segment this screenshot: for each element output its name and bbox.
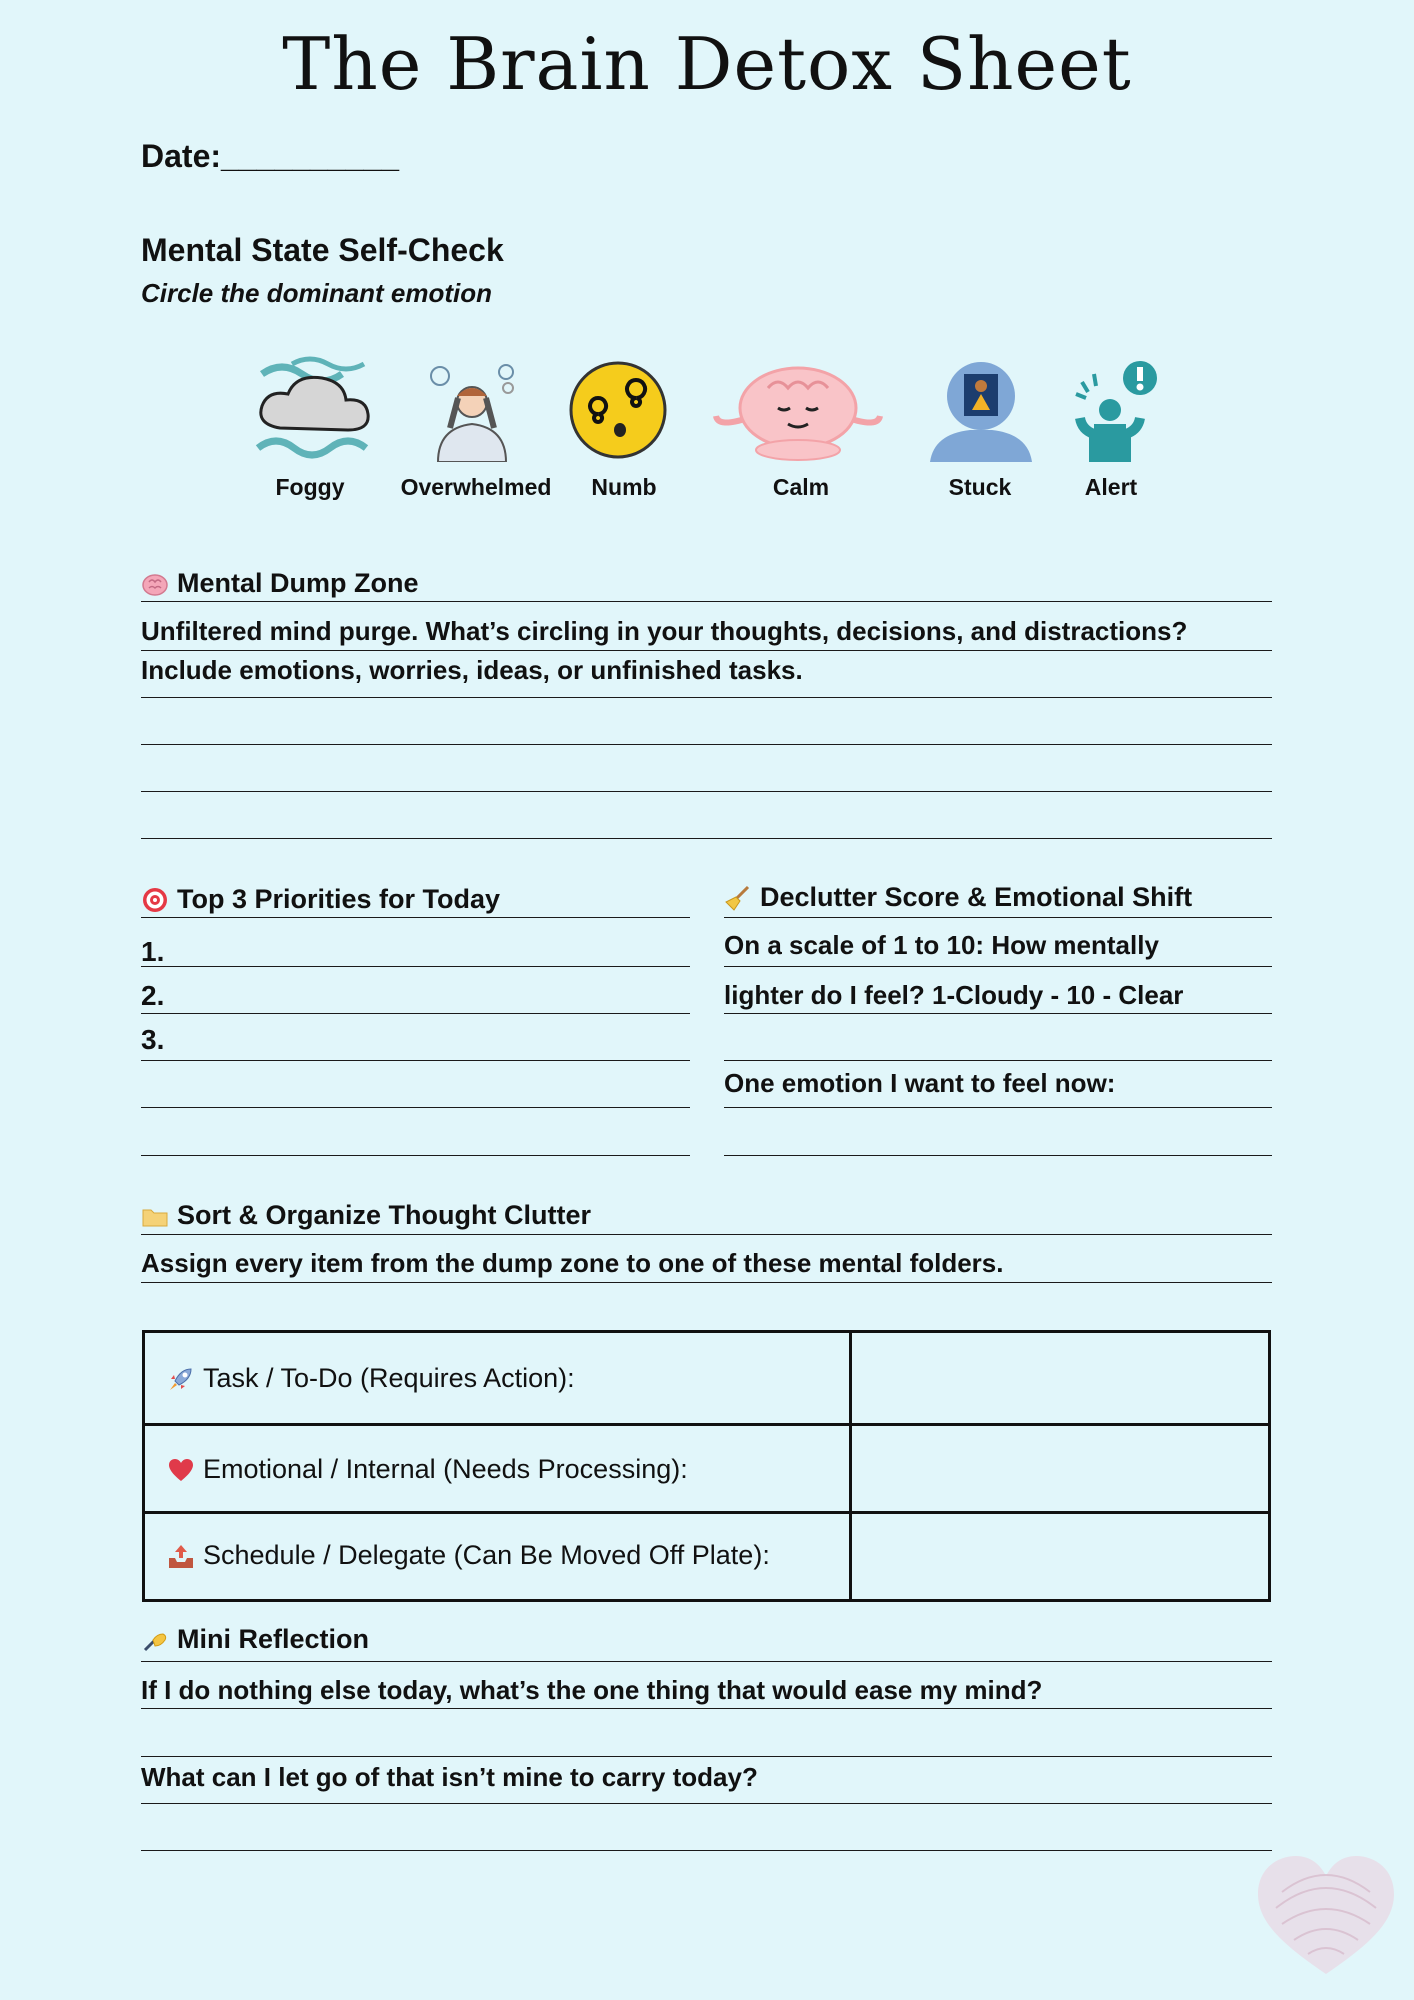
trapped-head-icon bbox=[928, 360, 1034, 462]
brain-icon bbox=[141, 570, 169, 598]
table-row bbox=[145, 1333, 1268, 1426]
priority-1-label: 1. bbox=[141, 936, 165, 967]
writing-line[interactable] bbox=[141, 1803, 1272, 1804]
date-field[interactable]: Date:__________ bbox=[141, 138, 399, 174]
writing-line[interactable] bbox=[141, 744, 1272, 745]
writing-line[interactable] bbox=[141, 1756, 1272, 1757]
writing-line[interactable] bbox=[141, 1708, 1272, 1709]
sort-heading bbox=[141, 1200, 591, 1231]
divider bbox=[724, 917, 1272, 918]
writing-hand-icon bbox=[141, 1626, 169, 1654]
dump-zone-prompt-1: Unfiltered mind purge. What’s circling in your thoughts, decisions, and distractions? bbox=[141, 616, 1188, 646]
heart-icon bbox=[167, 1456, 195, 1484]
priority-2-line[interactable] bbox=[141, 1013, 690, 1014]
schedule-row-label: Schedule / Delegate (Can Be Moved Off Plate): bbox=[203, 1540, 770, 1570]
writing-line bbox=[141, 1282, 1272, 1283]
divider bbox=[141, 1661, 1272, 1662]
reflection-question-1: If I do nothing else today, what’s the one thing that would ease my mind? bbox=[141, 1675, 1043, 1705]
self-check-heading: Mental State Self-Check bbox=[141, 232, 504, 268]
priority-1-line[interactable] bbox=[141, 966, 690, 967]
writing-line[interactable] bbox=[141, 1850, 1272, 1851]
cloud-icon bbox=[252, 356, 376, 462]
emotional-row-label: Emotional / Internal (Needs Processing): bbox=[203, 1454, 688, 1484]
broom-icon bbox=[724, 884, 752, 912]
priority-3-label: 3. bbox=[141, 1024, 165, 1055]
page-title: The Brain Detox Sheet bbox=[282, 22, 1132, 106]
divider bbox=[141, 601, 1272, 602]
alert-person-icon bbox=[1074, 360, 1160, 462]
priority-2-label: 2. bbox=[141, 980, 165, 1011]
self-check-instruction: Circle the dominant emotion bbox=[141, 278, 493, 308]
writing-line[interactable] bbox=[724, 1107, 1272, 1108]
mood-label: Foggy bbox=[275, 474, 345, 500]
reflection-heading bbox=[141, 1624, 369, 1655]
divider bbox=[141, 917, 690, 918]
writing-line[interactable] bbox=[724, 1013, 1272, 1014]
reflection-title: Mini Reflection bbox=[177, 1624, 370, 1654]
table-row bbox=[145, 1514, 1268, 1599]
divider bbox=[141, 1234, 1272, 1235]
priorities-title: Top 3 Priorities for Today bbox=[177, 884, 501, 914]
writing-line[interactable] bbox=[141, 697, 1272, 698]
outbox-tray-icon bbox=[167, 1542, 195, 1570]
fingerprint-heart-icon bbox=[1252, 1852, 1400, 1980]
task-entry-cell[interactable] bbox=[852, 1333, 1268, 1423]
dump-zone-title: Mental Dump Zone bbox=[177, 568, 419, 598]
target-icon bbox=[141, 886, 169, 914]
row-label bbox=[167, 1454, 688, 1485]
declutter-prompt-1: On a scale of 1 to 10: How mentally bbox=[724, 930, 1159, 960]
emotion-line[interactable] bbox=[724, 1155, 1272, 1156]
declutter-prompt-2: lighter do I feel? 1-Cloudy - 10 - Clear bbox=[724, 980, 1184, 1010]
mood-label: Numb bbox=[591, 474, 657, 500]
folder-icon bbox=[141, 1202, 169, 1230]
priority-3-line[interactable] bbox=[141, 1060, 690, 1061]
mood-label: Stuck bbox=[948, 474, 1012, 500]
meditating-brain-icon bbox=[708, 358, 888, 462]
priorities-heading bbox=[141, 884, 500, 915]
writing-line[interactable] bbox=[141, 838, 1272, 839]
dump-zone-prompt-2: Include emotions, worries, ideas, or unfinished tasks. bbox=[141, 655, 803, 685]
sort-title: Sort & Organize Thought Clutter bbox=[177, 1200, 591, 1230]
stressed-person-icon bbox=[420, 358, 524, 462]
rocket-icon bbox=[167, 1365, 195, 1393]
writing-line[interactable] bbox=[141, 1107, 690, 1108]
declutter-prompt-3: One emotion I want to feel now: bbox=[724, 1068, 1116, 1098]
writing-line[interactable] bbox=[141, 791, 1272, 792]
sort-instruction: Assign every item from the dump zone to one of these mental folders. bbox=[141, 1248, 1004, 1278]
declutter-title: Declutter Score & Emotional Shift bbox=[760, 882, 1193, 912]
schedule-entry-cell[interactable] bbox=[852, 1514, 1268, 1599]
reflection-question-2: What can I let go of that isn’t mine to carry today? bbox=[141, 1762, 758, 1792]
writing-line[interactable] bbox=[724, 966, 1272, 967]
emotional-entry-cell[interactable] bbox=[852, 1426, 1268, 1511]
dizzy-face-icon bbox=[568, 360, 668, 460]
writing-line[interactable] bbox=[141, 650, 1272, 651]
declutter-heading bbox=[724, 882, 1192, 913]
thought-folders-table bbox=[142, 1330, 1271, 1602]
dump-zone-heading bbox=[141, 568, 419, 599]
mood-label: Alert bbox=[1084, 474, 1138, 500]
score-line[interactable] bbox=[724, 1060, 1272, 1061]
row-label bbox=[167, 1540, 770, 1571]
mood-label: Overwhelmed bbox=[400, 474, 552, 500]
mood-label: Calm bbox=[772, 474, 830, 500]
row-label bbox=[167, 1363, 575, 1394]
task-row-label: Task / To-Do (Requires Action): bbox=[203, 1363, 575, 1393]
table-row bbox=[145, 1426, 1268, 1514]
writing-line[interactable] bbox=[141, 1155, 690, 1156]
